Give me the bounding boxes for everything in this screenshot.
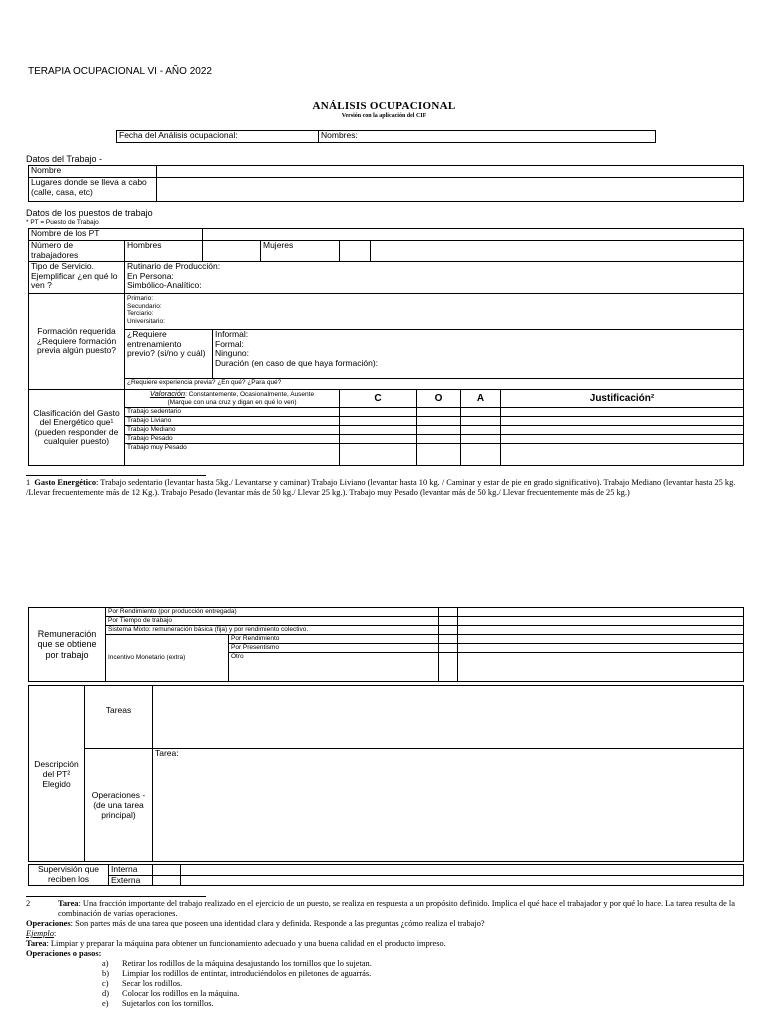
footnote-1-bold: Gasto Energético	[34, 478, 97, 487]
footnote-1-num: 1	[26, 478, 31, 487]
supervision-label: Supervisión que reciben los	[29, 865, 109, 886]
footnote-2-ej-tarea-text: : Limpiar y preparar la máquina para obtener un funcionamiento adecuado y una buena calidad en el producto impreso.	[46, 939, 446, 948]
descripcion-table	[28, 685, 744, 862]
incentivo-rendimiento-label: Por Rendimiento	[229, 635, 439, 644]
trabajo-nombre-label: Nombre	[29, 166, 157, 178]
document-title: ANÁLISIS OCUPACIONAL	[312, 100, 456, 112]
incentivo-presentismo-label: Por Presentismo	[229, 644, 439, 653]
paso-text: Secar los rodillos.	[122, 979, 183, 988]
supervision-interna-field[interactable]	[181, 865, 744, 876]
remun-rendimiento-field[interactable]	[458, 608, 744, 617]
incentivo-presentismo-check[interactable]	[439, 644, 458, 653]
tarea-field-label: Tarea:	[155, 748, 179, 758]
footnote-2-num: 2	[26, 899, 31, 908]
trabajadores-extra-field[interactable]	[371, 241, 744, 262]
trabajo-mediano-label: Trabajo Mediano	[125, 426, 340, 435]
paso-letter: d)	[102, 989, 109, 998]
descripcion-label: Descripción del PT² Elegido	[29, 686, 85, 862]
mujeres-label: Mujeres	[261, 241, 340, 262]
footnote-2-tarea-text: : Una fracción importante del trabajo realizado en el ejercicio de un puesto, se realiza en respuesta a un propósito definido. Implica el qué hace el trabajador y por qué lo hace. La tarea resulta de la combinación de varias operaciones.	[58, 899, 735, 918]
operaciones-field[interactable]	[153, 749, 744, 862]
remun-mixto-check[interactable]	[439, 626, 458, 635]
trabajo-section-title: Datos del Trabajo -	[26, 154, 103, 164]
supervision-externa-label: Externa	[109, 875, 153, 886]
incentivo-label: Incentivo Monetario (extra)	[106, 635, 229, 682]
servicio-persona: En Persona:	[127, 270, 174, 281]
col-justificacion-header: Justificación²	[501, 390, 744, 408]
incentivo-otro-field[interactable]	[458, 653, 744, 682]
supervision-externa-field[interactable]	[181, 875, 744, 886]
paso-letter: c)	[102, 979, 109, 988]
entrenamiento-duracion: Duración (en caso de que haya formación):	[215, 357, 379, 368]
footnote-2-ejemplo-label: Ejemplo	[26, 929, 54, 938]
mediano-a[interactable]	[461, 426, 501, 435]
entrenamiento-ninguno: Ninguno:	[215, 348, 250, 358]
footnote-2-tarea-bold: Tarea	[58, 899, 79, 908]
footnote-2-op-text: : Son partes más de una tarea que poseen una identidad clara y definida. Responde a las preguntas ¿cómo realiza el trabajo?	[70, 919, 485, 928]
operaciones-label	[85, 749, 153, 862]
incentivo-presentismo-field[interactable]	[458, 644, 744, 653]
tareas-label: Tareas	[85, 686, 153, 749]
incentivo-rendimiento-field[interactable]	[458, 635, 744, 644]
nivel-terciario: Terciario:	[127, 310, 154, 317]
nombre-pt-label: Nombre de los PT	[29, 229, 203, 241]
remun-mixto-label: Sistema Mixto: remuneración básica (fija) y por rendimiento colectivo.	[106, 626, 439, 635]
footnote-2-ej-tarea	[26, 939, 746, 949]
servicio-simbolico: Simbólico-Analítico:	[127, 280, 202, 290]
paso-text: Colocar los rodillos en la máquina.	[122, 989, 240, 998]
muy-pesado-c[interactable]	[340, 444, 417, 466]
footnote-2-operaciones	[26, 919, 746, 929]
sedentario-o[interactable]	[417, 408, 461, 417]
supervision-interna-check[interactable]	[153, 865, 181, 876]
numero-trabajadores-label: Número de trabajadores	[29, 241, 125, 262]
remun-tiempo-field[interactable]	[458, 617, 744, 626]
paso-item	[102, 999, 746, 1009]
footnote-1	[26, 478, 742, 498]
remun-tiempo-check[interactable]	[439, 617, 458, 626]
experiencia-label: ¿Requiere experiencia previa? ¿En qué? ¿Para qué?	[127, 379, 282, 386]
footnote-divider	[26, 475, 206, 476]
tareas-field[interactable]	[153, 686, 744, 749]
remuneracion-table	[28, 607, 744, 682]
valoracion-text: : Constantemente, Ocasionalmente, Ausente	[185, 391, 315, 398]
nivel-universitario: Universitario:	[127, 317, 165, 325]
trabajo-table	[28, 165, 744, 202]
fecha-label: Fecha del Análisis ocupacional:	[119, 130, 238, 140]
trabajo-liviano-label: Trabajo Liviano	[125, 417, 340, 426]
mujeres-field[interactable]	[340, 241, 371, 262]
puestos-section-title: Datos de los puestos de trabajo	[26, 208, 153, 218]
trabajo-nombre-field[interactable]	[157, 166, 744, 178]
nombres-label: Nombres:	[321, 130, 358, 140]
remun-rendimiento-check[interactable]	[439, 608, 458, 617]
footnote-2-pasos-title: Operaciones o pasos:	[26, 949, 102, 958]
hombres-field[interactable]	[203, 241, 261, 262]
nombres-field[interactable]	[319, 131, 656, 143]
clasificacion-label: Clasificación del Gasto del Energético que¹ (pueden responder de cualquier puesto)	[29, 390, 125, 466]
remun-mixto-field[interactable]	[458, 626, 744, 635]
footnote-2-pasos-bold: Operaciones o pasos	[26, 949, 99, 958]
entrenamiento-field[interactable]	[213, 330, 744, 379]
experiencia-field[interactable]	[125, 379, 744, 390]
fecha-field[interactable]	[117, 131, 319, 143]
hombres-label: Hombres	[125, 241, 203, 262]
muy-pesado-a[interactable]	[461, 444, 501, 466]
trabajo-muy-pesado-label: Trabajo muy Pesado	[125, 444, 340, 466]
top-info-table	[116, 130, 656, 143]
trabajo-sedentario-label: Trabajo sedentario	[125, 408, 340, 417]
paso-letter: b)	[102, 969, 109, 978]
nivel-secundario: Secundario:	[127, 302, 162, 310]
remun-tiempo-label: Por Tiempo de trabajo	[106, 617, 439, 626]
trabajo-lugares-label: Lugares donde se lleva a cabo (calle, casa, etc)	[29, 178, 157, 202]
entrenamiento-label: ¿Requiere entrenamiento previo? (si/no y cuál)	[125, 330, 213, 379]
pesado-a[interactable]	[461, 435, 501, 444]
sedentario-justificacion[interactable]	[501, 408, 744, 417]
supervision-externa-check[interactable]	[153, 875, 181, 886]
entrenamiento-informal: Informal:	[215, 329, 249, 339]
paso-item	[102, 979, 746, 989]
document-subtitle: Versión con la aplicación del CIF	[341, 113, 427, 119]
pesado-justificacion[interactable]	[501, 435, 744, 444]
mediano-justificacion[interactable]	[501, 426, 744, 435]
footnote-2-tarea	[26, 899, 746, 919]
remuneracion-label: Remuneración que se obtiene por trabajo	[29, 608, 106, 682]
mediano-o[interactable]	[417, 426, 461, 435]
servicio-rutinario: Rutinario de Producción:	[127, 261, 221, 271]
formacion-label: Formación requerida ¿Requiere formación previa algún puesto?	[29, 294, 125, 390]
valoracion-header	[125, 390, 340, 408]
operaciones-text: Operaciones - (de una tarea principal)	[91, 790, 146, 820]
nivel-primario: Primario:	[127, 295, 154, 302]
paso-text: Sujetarlos con los tornillos.	[122, 999, 214, 1008]
formacion-niveles-field[interactable]	[125, 294, 744, 330]
footnote-2-ej-tarea-bold: Tarea	[26, 939, 47, 948]
mediano-c[interactable]	[340, 426, 417, 435]
supervision-table	[28, 864, 744, 886]
entrenamiento-formal: Formal:	[215, 338, 244, 349]
incentivo-otro-label: Otro	[229, 653, 439, 682]
puestos-table	[28, 228, 744, 466]
incentivo-otro-check[interactable]	[439, 653, 458, 682]
incentivo-rendimiento-check[interactable]	[439, 635, 458, 644]
pasos-list	[26, 959, 746, 1009]
col-o-header: O	[417, 390, 461, 408]
remun-rendimiento-label: Por Rendimiento (por producción entregada)	[106, 608, 439, 617]
footnote-1-text: : Trabajo sedentario (levantar hasta 5kg./ Levantarse y caminar) Trabajo Liviano (levantar hasta 10 kg. / Caminar y estar de pie en grado significativo). Trabajo Mediano (levantar hasta 25 kg. /Llevar frecuentemente más de 12 Kg.). Trabajo Pesado (levantar más de 50 kg./ Llevar 25 kg.). Trabajo muy Pesado (levantar más de 50 kg./ Llevar frecuentemente más de 25 kg.)	[26, 478, 736, 497]
nombre-pt-field[interactable]	[203, 229, 744, 241]
course-header: TERAPIA OCUPACIONAL VI - AÑO 2022	[28, 66, 212, 77]
paso-letter: e)	[102, 999, 109, 1008]
footnote-2-divider	[26, 896, 206, 897]
paso-letter: a)	[102, 959, 109, 968]
footnote-2-op-bold: Operaciones	[26, 919, 71, 928]
liviano-c[interactable]	[340, 417, 417, 426]
footnote-2	[26, 899, 746, 1009]
trabajo-lugares-field[interactable]	[157, 178, 744, 202]
muy-pesado-o[interactable]	[417, 444, 461, 466]
valoracion-title: Valoración	[149, 389, 186, 398]
col-a-header: A	[461, 390, 501, 408]
muy-pesado-justificacion[interactable]	[501, 444, 744, 466]
paso-text: Limpiar los rodillos de entintar, introduciéndolos en piletones de aguarrás.	[122, 969, 372, 978]
paso-item	[102, 969, 746, 979]
paso-item	[102, 959, 746, 969]
pt-note: * PT = Puesto de Trabajo	[26, 219, 99, 226]
valoracion-sub: (Marque con una cruz y digan en qué lo ven)	[167, 398, 297, 406]
liviano-justificacion[interactable]	[501, 417, 744, 426]
paso-item	[102, 989, 746, 999]
paso-text: Retirar los rodillos de la máquina desajustando los tornillos que lo sujetan.	[122, 959, 372, 968]
trabajo-pesado-label: Trabajo Pesado	[125, 435, 340, 444]
servicio-label: Tipo de Servicio. Ejemplificar ¿en qué lo ven ?	[29, 262, 125, 294]
servicio-field[interactable]	[125, 262, 744, 294]
pesado-o[interactable]	[417, 435, 461, 444]
liviano-o[interactable]	[417, 417, 461, 426]
footnote-2-ejemplo: Ejemplo:	[26, 929, 57, 938]
sedentario-c[interactable]	[340, 408, 417, 417]
col-c-header: C	[340, 390, 417, 408]
sedentario-a[interactable]	[461, 408, 501, 417]
supervision-interna-label: Interna	[109, 865, 153, 876]
pesado-c[interactable]	[340, 435, 417, 444]
liviano-a[interactable]	[461, 417, 501, 426]
